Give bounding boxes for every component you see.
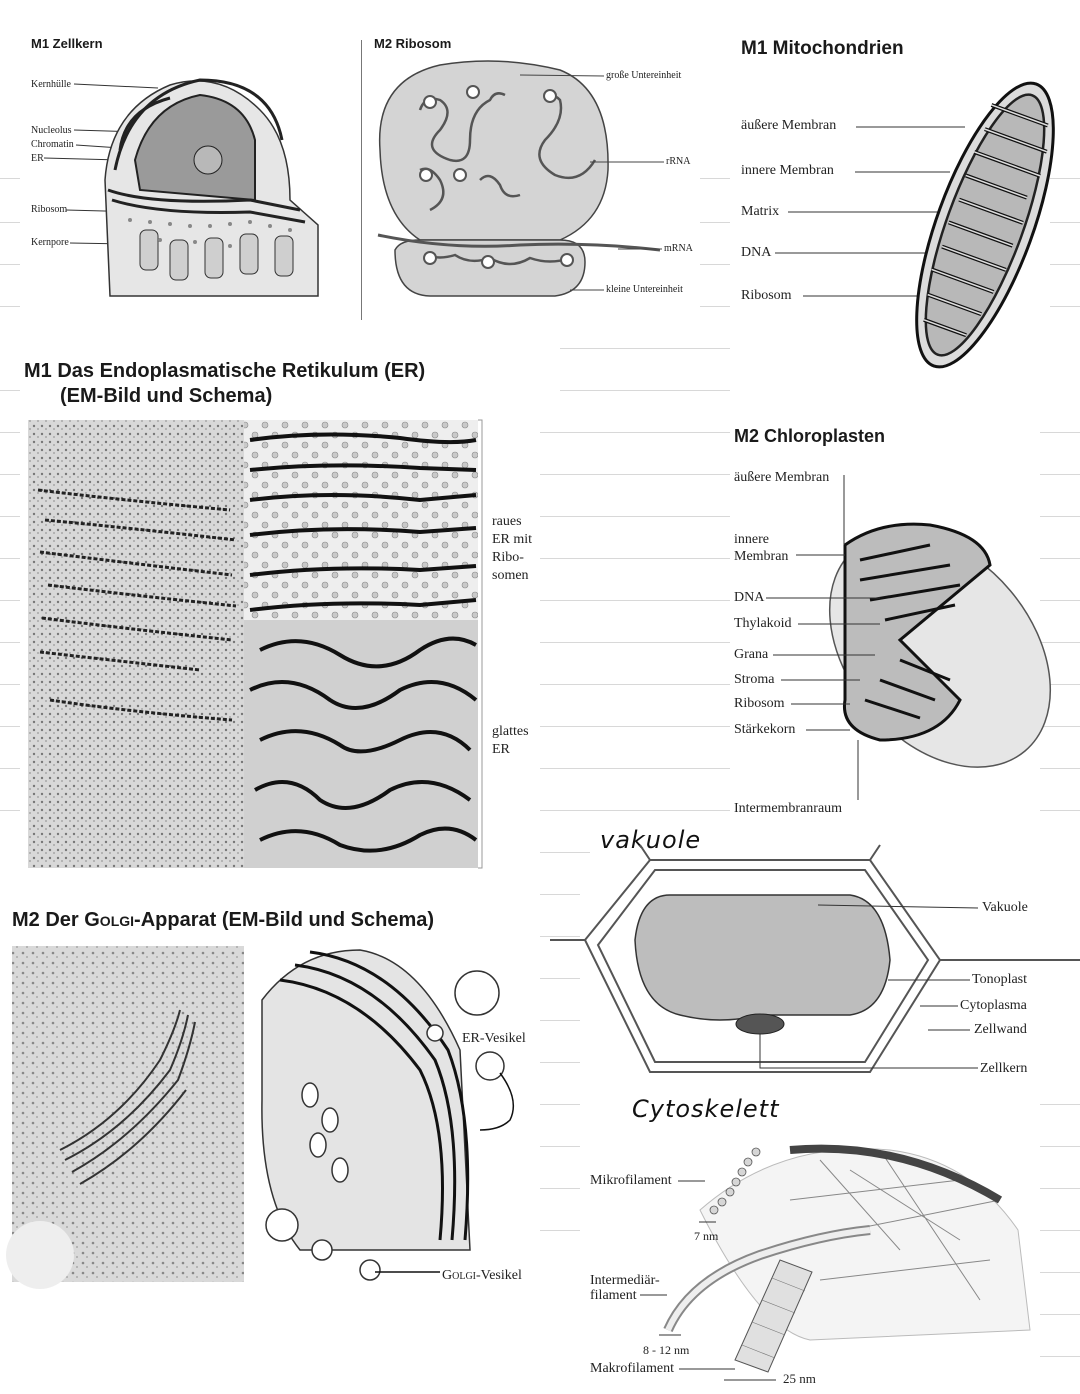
ribosom-label-mrna: mRNA [664, 243, 693, 254]
golgi-vesikel-suffix: -Vesikel [476, 1268, 522, 1283]
er-rough-line1: raues [492, 514, 522, 529]
er-smooth-line2: ER [492, 742, 510, 757]
golgi-vesikel-name: Golgi [442, 1268, 476, 1283]
mito-label-matrix: Matrix [741, 204, 780, 219]
ribosom-label-grosse-untereinheit: große Untereinheit [606, 70, 682, 81]
mito-label-innere-membran: innere Membran [741, 163, 834, 178]
cyto-intermediaer-line2: filament [590, 1288, 637, 1303]
zellkern-label-chromatin: Chromatin [31, 139, 74, 150]
cyto-label-intermediaer [590, 1273, 660, 1303]
zellkern-label-nucleolus: Nucleolus [31, 125, 72, 136]
vakuole-heading: vakuole [600, 826, 702, 854]
zellkern-label-ribosom: Ribosom [31, 204, 68, 215]
mito-label-dna: DNA [741, 245, 772, 260]
chloro-label-thylakoid: Thylakoid [734, 616, 792, 631]
er-rough-line4: somen [492, 568, 529, 583]
cytoskelett-heading: Cytoskelett [632, 1095, 780, 1123]
zellkern-title: M1 Zellkern [31, 36, 103, 51]
zellkern-label-kernhuelle: Kernhülle [31, 79, 71, 90]
cyto-intermediaer-line1: Intermediär- [590, 1273, 660, 1288]
golgi-title-suffix: -Apparat (EM-Bild und Schema) [134, 909, 435, 931]
cyto-label-25nm: 25 nm [783, 1371, 816, 1386]
mitochondrien-title: M1 Mitochondrien [741, 38, 904, 59]
chloro-label-intermembranraum: Intermembranraum [734, 801, 843, 816]
er-smooth-line1: glattes [492, 724, 529, 739]
vakuole-label-cytoplasma: Cytoplasma [960, 998, 1027, 1013]
vakuole-label-tonoplast: Tonoplast [972, 972, 1028, 987]
cyto-label-makrofilament: Makrofilament [590, 1361, 674, 1376]
er-subtitle: (EM-Bild und Schema) [60, 385, 273, 407]
golgi-title-name: Golgi [84, 909, 135, 931]
ribosom-label-rrna: rRNA [666, 156, 691, 167]
mito-label-ribosom: Ribosom [741, 288, 792, 303]
golgi-label-er-vesikel: ER-Vesikel [462, 1031, 526, 1046]
chloro-label-stroma: Stroma [734, 672, 775, 687]
chloro-label-staerkekorn: Stärkekorn [734, 722, 796, 737]
vakuole-label-vakuole: Vakuole [982, 900, 1028, 915]
zellkern-label-er: ER [31, 153, 44, 164]
zellkern-label-kernpore: Kernpore [31, 237, 69, 248]
chloro-innere-line1: innere [734, 532, 769, 547]
chloro-label-grana: Grana [734, 647, 769, 662]
vakuole-label-zellkern: Zellkern [980, 1061, 1028, 1076]
cyto-label-8-12nm: 8 - 12 nm [643, 1343, 690, 1357]
mito-label-aeussere-membran: äußere Membran [741, 118, 837, 133]
cyto-label-mikrofilament: Mikrofilament [590, 1173, 672, 1188]
chloro-label-aeussere-membran: äußere Membran [734, 470, 830, 485]
ribosom-title: M2 Ribosom [374, 36, 452, 51]
golgi-title-prefix: M2 Der [12, 909, 85, 931]
vakuole-label-zellwand: Zellwand [974, 1022, 1027, 1037]
er-rough-line3: Ribo- [492, 550, 524, 565]
ribosom-label-kleine-untereinheit: kleine Untereinheit [606, 284, 683, 295]
chloroplasten-title: M2 Chloroplasten [734, 426, 886, 446]
cyto-label-7nm: 7 nm [694, 1229, 719, 1243]
chloro-label-ribosom: Ribosom [734, 696, 785, 711]
er-title: M1 Das Endoplasmatische Retikulum (ER) [24, 360, 426, 382]
chloro-innere-line2: Membran [734, 549, 789, 564]
chloro-label-dna: DNA [734, 590, 765, 605]
er-rough-line2: ER mit [492, 532, 533, 547]
